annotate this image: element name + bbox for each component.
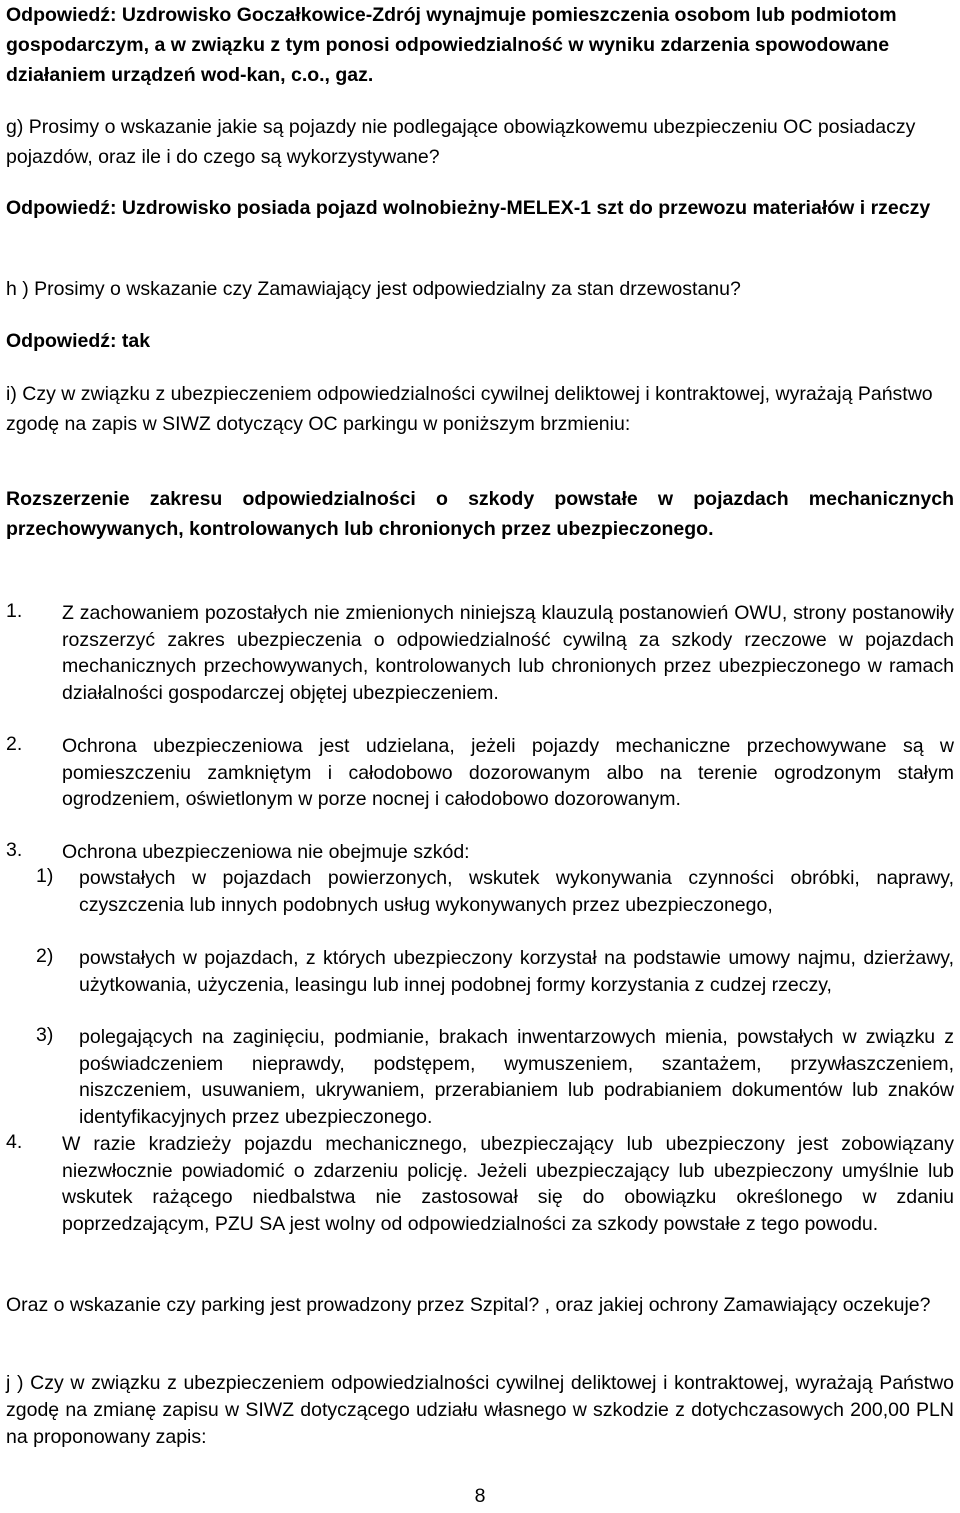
clause-point-3: [6, 839, 954, 866]
answer-g: Odpowiedź: Uzdrowisko posiada pojazd wolnobieżny-MELEX-1 szt do przewozu materiałów i rzeczy: [6, 197, 931, 219]
point-text: Ochrona ubezpieczeniowa nie obejmuje szkód:: [62, 841, 470, 863]
subpoint-label: 1): [36, 865, 54, 887]
clause-point-4: [6, 1131, 954, 1237]
question-j: j ) Czy w związku z ubezpieczeniem odpowiedzialności cywilnej deliktowej i kontraktowej, wyrażają Państwo zgodę na zmianę zapisu w SIWZ dotyczącego udziału własnego w szkodzie z dotychczasowych 200,00 PLN na proponowany zapis:: [6, 1372, 954, 1448]
subpoint-text: powstałych w pojazdach powierzonych, wskutek wykonywania czynności obróbki, naprawy, czyszczenia lub innych podobnych usług wykonywanych przez ubezpieczonego,: [79, 867, 954, 916]
subpoint-text: powstałych w pojazdach, z których ubezpieczony korzystał na podstawie umowy najmu, dzierżawy, użytkowania, użyczenia, leasingu lub innej podobnej formy korzystania z cudzej rzeczy,: [79, 947, 954, 996]
point-label: 2.: [6, 733, 23, 755]
point-label: 1.: [6, 600, 23, 622]
point-text: W razie kradzieży pojazdu mechanicznego, ubezpieczający lub ubezpieczony jest zobowiązany niezwłocznie powiadomić o zdarzeniu policję. Jeżeli ubezpieczający lub ubezpieczony umyślnie lub wskutek rażącego niedbalstwa nie zastosował się do obowiązku określonego w zdaniu poprzedzającym, PZU SA jest wolny od odpowiedzialności za szkody powstałe z tego powodu.: [62, 1133, 954, 1235]
answer-h: Odpowiedź: tak: [6, 330, 151, 352]
exclusion-item-1: [36, 865, 954, 918]
exclusion-item-3: [36, 1024, 954, 1130]
subpoint-label: 2): [36, 945, 54, 967]
answer-f: Odpowiedź: Uzdrowisko Goczałkowice-Zdrój wynajmuje pomieszczenia osobom lub podmiotom gospodarczym, a w związku z tym ponosi odpowiedzialność w wyniku zdarzenia spowodowane działaniem urządzeń wod-kan, c.o., gaz.: [6, 4, 897, 86]
point-text: Z zachowaniem pozostałych nie zmienionych niniejszą klauzulą postanowień OWU, strony postanowiły rozszerzyć zakres ubezpieczenia o odpowiedzialność cywilną za szkody rzeczowe w pojazdach mechanicznych przechowywanych, kontrolowanych lub chronionych przez ubezpieczonego w ramach działalności gospodarczej objętej ubezpieczeniem.: [62, 602, 954, 704]
question-h: h ) Prosimy o wskazanie czy Zamawiający jest odpowiedzialny za stan drzewostanu?: [6, 278, 741, 300]
subpoint-text: polegających na zaginięciu, podmianie, brakach inwentarzowych mienia, powstałych w związku z poświadczeniem nieprawdy, podstępem, wymuszeniem, szantażem, przywłaszczeniem, niszczeniem, usuwaniem, ukrywaniem, przerabianiem lub podrabianiem dokumentów lub znaków identyfikacyjnych przez ubezpieczonego.: [79, 1026, 954, 1128]
subpoint-label: 3): [36, 1024, 54, 1046]
point-label: 4.: [6, 1131, 23, 1153]
clause-point-2: [6, 733, 954, 813]
page-number: 8: [474, 1485, 486, 1507]
question-i: i) Czy w związku z ubezpieczeniem odpowiedzialności cywilnej deliktowej i kontraktowej, wyrażają Państwo zgodę na zapis w SIWZ dotyczący OC parkingu w poniższym brzmieniu:: [6, 383, 933, 435]
question-parking: Oraz o wskazanie czy parking jest prowadzony przez Szpital? , oraz jakiej ochrony Zamawiający oczekuje?: [6, 1294, 931, 1316]
clause-point-1: [6, 600, 954, 706]
clause-title: Rozszerzenie zakresu odpowiedzialności o szkody powstałe w pojazdach mechanicznych przechowywanych, kontrolowanych lub chronionych przez ubezpieczonego.: [6, 488, 954, 540]
exclusion-item-2: [36, 945, 954, 998]
point-label: 3.: [6, 839, 23, 861]
point-text: Ochrona ubezpieczeniowa jest udzielana, jeżeli pojazdy mechaniczne przechowywane są w pomieszczeniu zamkniętym i całodobowo dozorowanym albo na terenie ogrodzonym stałym ogrodzeniem, oświetlonym w porze nocnej i całodobowo dozorowanym.: [62, 735, 954, 810]
question-g: g) Prosimy o wskazanie jakie są pojazdy nie podlegające obowiązkowemu ubezpieczeniu OC posiadaczy pojazdów, oraz ile i do czego są wykorzystywane?: [6, 116, 916, 168]
